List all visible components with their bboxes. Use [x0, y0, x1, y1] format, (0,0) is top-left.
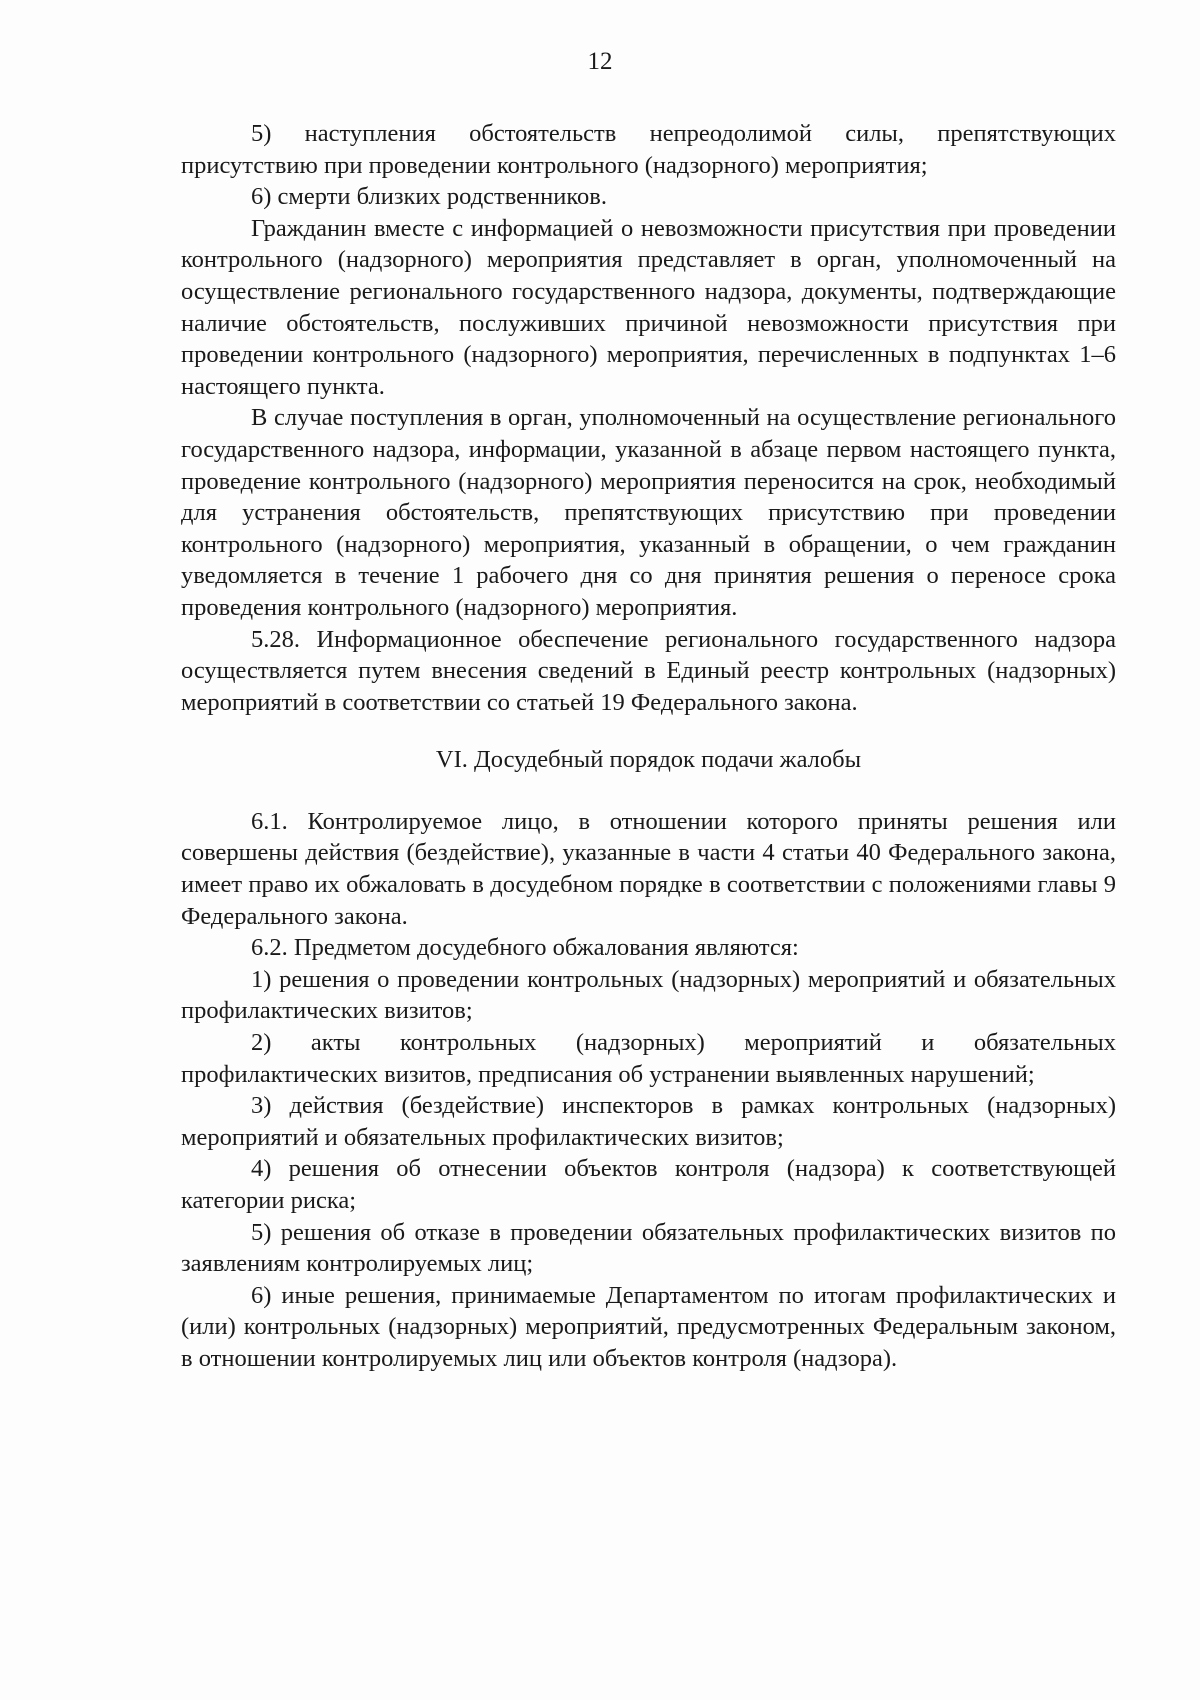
list-item-3: 3) действия (бездействие) инспекторов в рамках контрольных (надзорных) мероприятий и обязательных профилактических визитов; — [181, 1092, 1116, 1151]
list-item-1: 1) решения о проведении контрольных (надзорных) мероприятий и обязательных профилактических визитов; — [181, 965, 1116, 1025]
document-body — [181, 118, 1116, 1375]
list-item-2: 2) акты контрольных (надзорных) мероприятий и обязательных профилактических визитов, предписания об устранении выявленных нарушений; — [181, 1029, 1116, 1088]
section-heading-vi: VI. Досудебный порядок подачи жалобы — [435, 746, 862, 774]
paragraph-6-2: 6.2. Предметом досудебного обжалования являются: — [251, 934, 799, 962]
paragraph-item-5: 5) наступления обстоятельств непреодолимой силы, препятствующих присутствию при проведении контрольного (надзорного) мероприятия; — [181, 120, 1116, 179]
list-item-5: 5) решения об отказе в проведении обязательных профилактических визитов по заявлениям контролируемых лиц; — [181, 1218, 1116, 1278]
paragraph-6-1: 6.1. Контролируемое лицо, в отношении которого приняты решения или совершены действия (бездействие), указанные в части 4 статьи 40 Федерального закона, имеет право их обжаловать в досудебном порядке в соответствии с положениями главы 9 Федерального закона. — [181, 807, 1116, 930]
paragraph-postponement: В случае поступления в орган, уполномоченный на осуществление регионального государственного надзора, информации, указанной в абзаце первом настоящего пункта, проведение контрольного (надзорного) мероприятия переносится на срок, необходимый для устранения обстоятельств, препятствующих присутствию при проведении контрольного (надзорного) мероприятия, указанный в обращении, о чем гражданин уведомляется в течение 1 рабочего дня со дня принятия решения о переносе срока проведения контрольного (надзорного) мероприятия. — [181, 404, 1116, 621]
paragraph-5-28: 5.28. Информационное обеспечение регионального государственного надзора осуществляется путем внесения сведений в Единый реестр контрольных (надзорных) мероприятий в соответствии со статьей 19 Федерального закона. — [181, 625, 1116, 716]
paragraph-documents: Гражданин вместе с информацией о невозможности присутствия при проведении контрольного (надзорного) мероприятия представляет в орган, уполномоченный на осуществление регионального государственного надзора, документы, подтверждающие наличие обстоятельств, послуживших причиной невозможности присутствия при проведении контрольного (надзорного) мероприятия, перечисленных в подпунктах 1–6 настоящего пункта. — [181, 214, 1116, 400]
list-item-4: 4) решения об отнесении объектов контроля (надзора) к соответствующей категории риска; — [181, 1155, 1116, 1214]
page-number: 12 — [587, 48, 613, 75]
paragraph-item-6: 6) смерти близких родственников. — [251, 183, 607, 211]
list-item-6: 6) иные решения, принимаемые Департаментом по итогам профилактических и (или) контрольных (надзорных) мероприятий, предусмотренных Федеральным законом, в отношении контролируемых лиц или объектов контроля (надзора). — [181, 1281, 1116, 1372]
